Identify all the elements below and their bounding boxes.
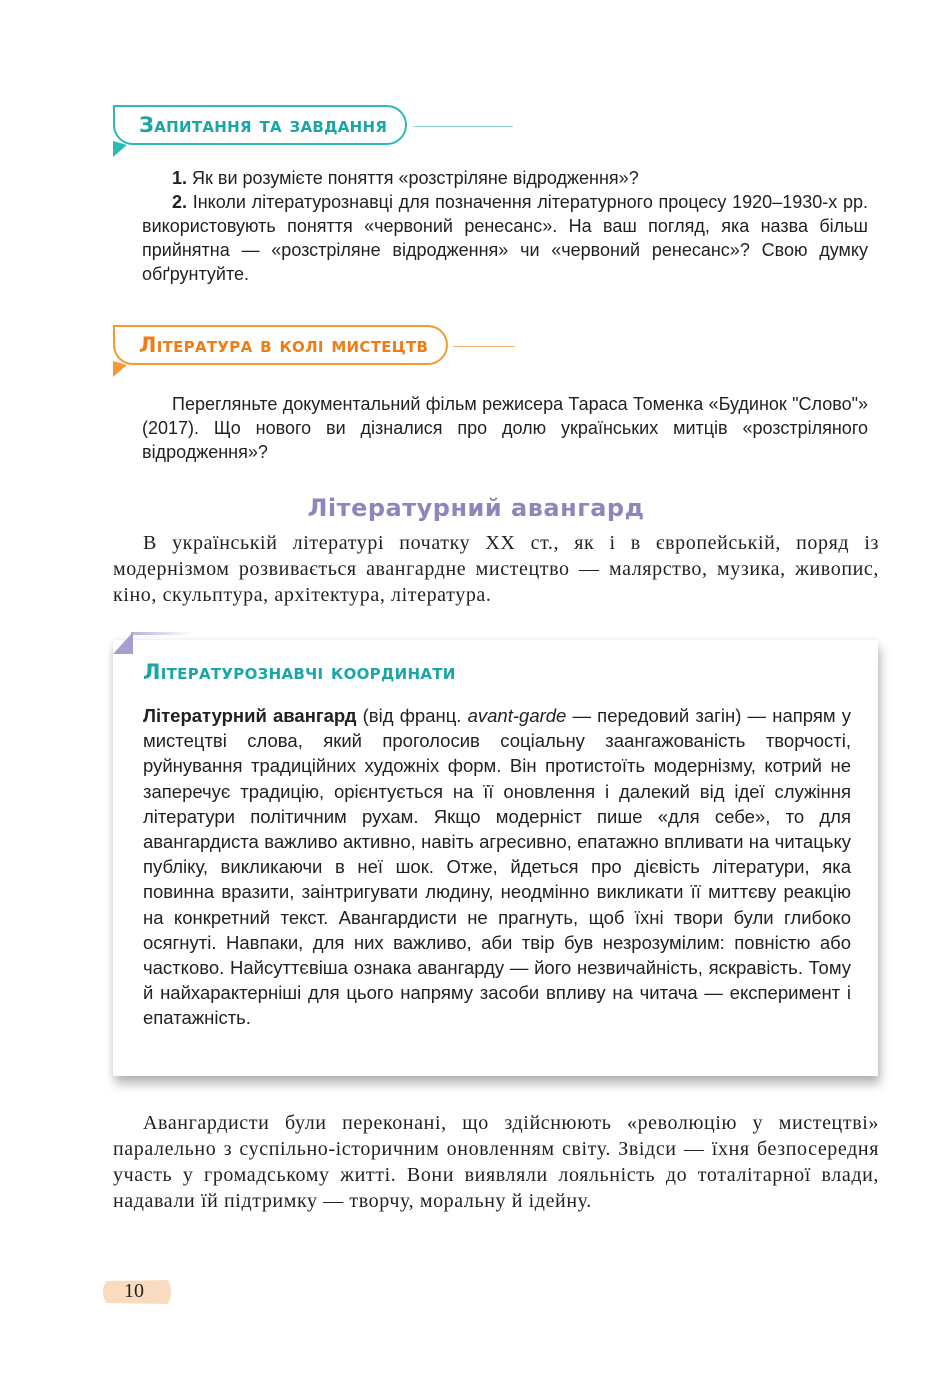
header-rule: [413, 126, 513, 127]
arts-task: [142, 392, 868, 464]
definition-term: Літературний авангард: [143, 705, 357, 726]
definition-origin: (від франц.: [356, 705, 468, 726]
questions-list: [142, 166, 868, 286]
questions-title: [113, 105, 407, 145]
definition-body: — передовий загін) — напрям у мистецтві слова, який проголосив соціальну заангажованість творчості, руйнування традиційних художніх форм. Він протистоїть модернізму, котрий не заперечує традицію, орієнтується на її оновлення і далекий від ідеї служіння літератури політичним рухам. Якщо модерніст пише «для себе», то для авангардиста важливо активно, навіть агресивно, епатажно впливати на читацьку публіку, викликаючи в неї шок. Отже, йдеться про дієвість літератури, яка повинна вразити, заінтригувати людину, неодмінно викликати її миттєву реакцію на конкретний текст. Авангардисти не прагнуть, щоб їхні твори були глибоко осягнуті. Навпаки, для них важливо, аби твір був незрозумілим: повністю або частково. Найсуттєвіша ознака авангарду — його незвичайність, яскравість. Тому й найхарактерніші для цього напряму засоби впливу на читача — експеримент і епатажність.: [143, 705, 851, 1029]
closing-paragraph: [113, 1110, 879, 1214]
closing-text: Авангардисти були переконані, що здійснюють «революцію у мистецтві» паралельно з суспільно-історичним оновленням світу. Звідси — їхня безпосередня участь у громадському житті. Вони виявляли лояльність до тоталітарної влади, надавали їй підтримку — творчу, моральну й ідейну.: [113, 1112, 879, 1212]
question-number: 2.: [172, 192, 188, 212]
page-number: [98, 1277, 174, 1307]
section-heading: Літературний авангард: [307, 494, 645, 522]
arts-title-text: Література в колі мистецтв: [139, 333, 429, 357]
question-item: [142, 166, 868, 190]
coordinates-title: Літературознавчі координати: [143, 660, 456, 684]
question-text: Інколи літературознавці для позначення літературного процесу 1920–1930-х рр. використовують поняття «червоний ренесанс». На ваш погляд, яка назва більш прийнятна — «розстріляне відродження» чи «червоний ренесанс»? Свою думку обґрунтуйте.: [142, 192, 868, 284]
questions-title-text: Запитання та завдання: [139, 113, 388, 137]
intro-text: В українській літературі початку XX ст., як і в європейській, поряд із модернізмом розвивається авангардне мистецтво — малярство, музика, живопис, кіно, скульптура, архітектура, література.: [113, 532, 879, 606]
arts-task-text: Перегляньте документальний фільм режисера Тараса Томенка «Будинок "Слово"» (2017). Що нового ви дізналися про долю українських митців «розстріляного відродження»?: [142, 394, 868, 462]
question-number: 1.: [172, 168, 188, 188]
corner-curl-icon: [113, 141, 127, 157]
arts-header: [113, 325, 523, 369]
corner-curl-icon: [113, 361, 127, 377]
page-fold-icon: [113, 632, 193, 658]
definition-foreign-word: avant-garde: [467, 705, 567, 726]
coordinates-definition: [143, 703, 851, 1031]
question-text: Як ви розумієте поняття «розстріляне відродження»?: [187, 168, 639, 188]
intro-paragraph: [113, 530, 879, 608]
page-number-text: 10: [124, 1280, 144, 1302]
question-item: [142, 190, 868, 286]
header-rule: [453, 346, 515, 347]
arts-title: [113, 325, 448, 365]
questions-header: [113, 105, 513, 149]
